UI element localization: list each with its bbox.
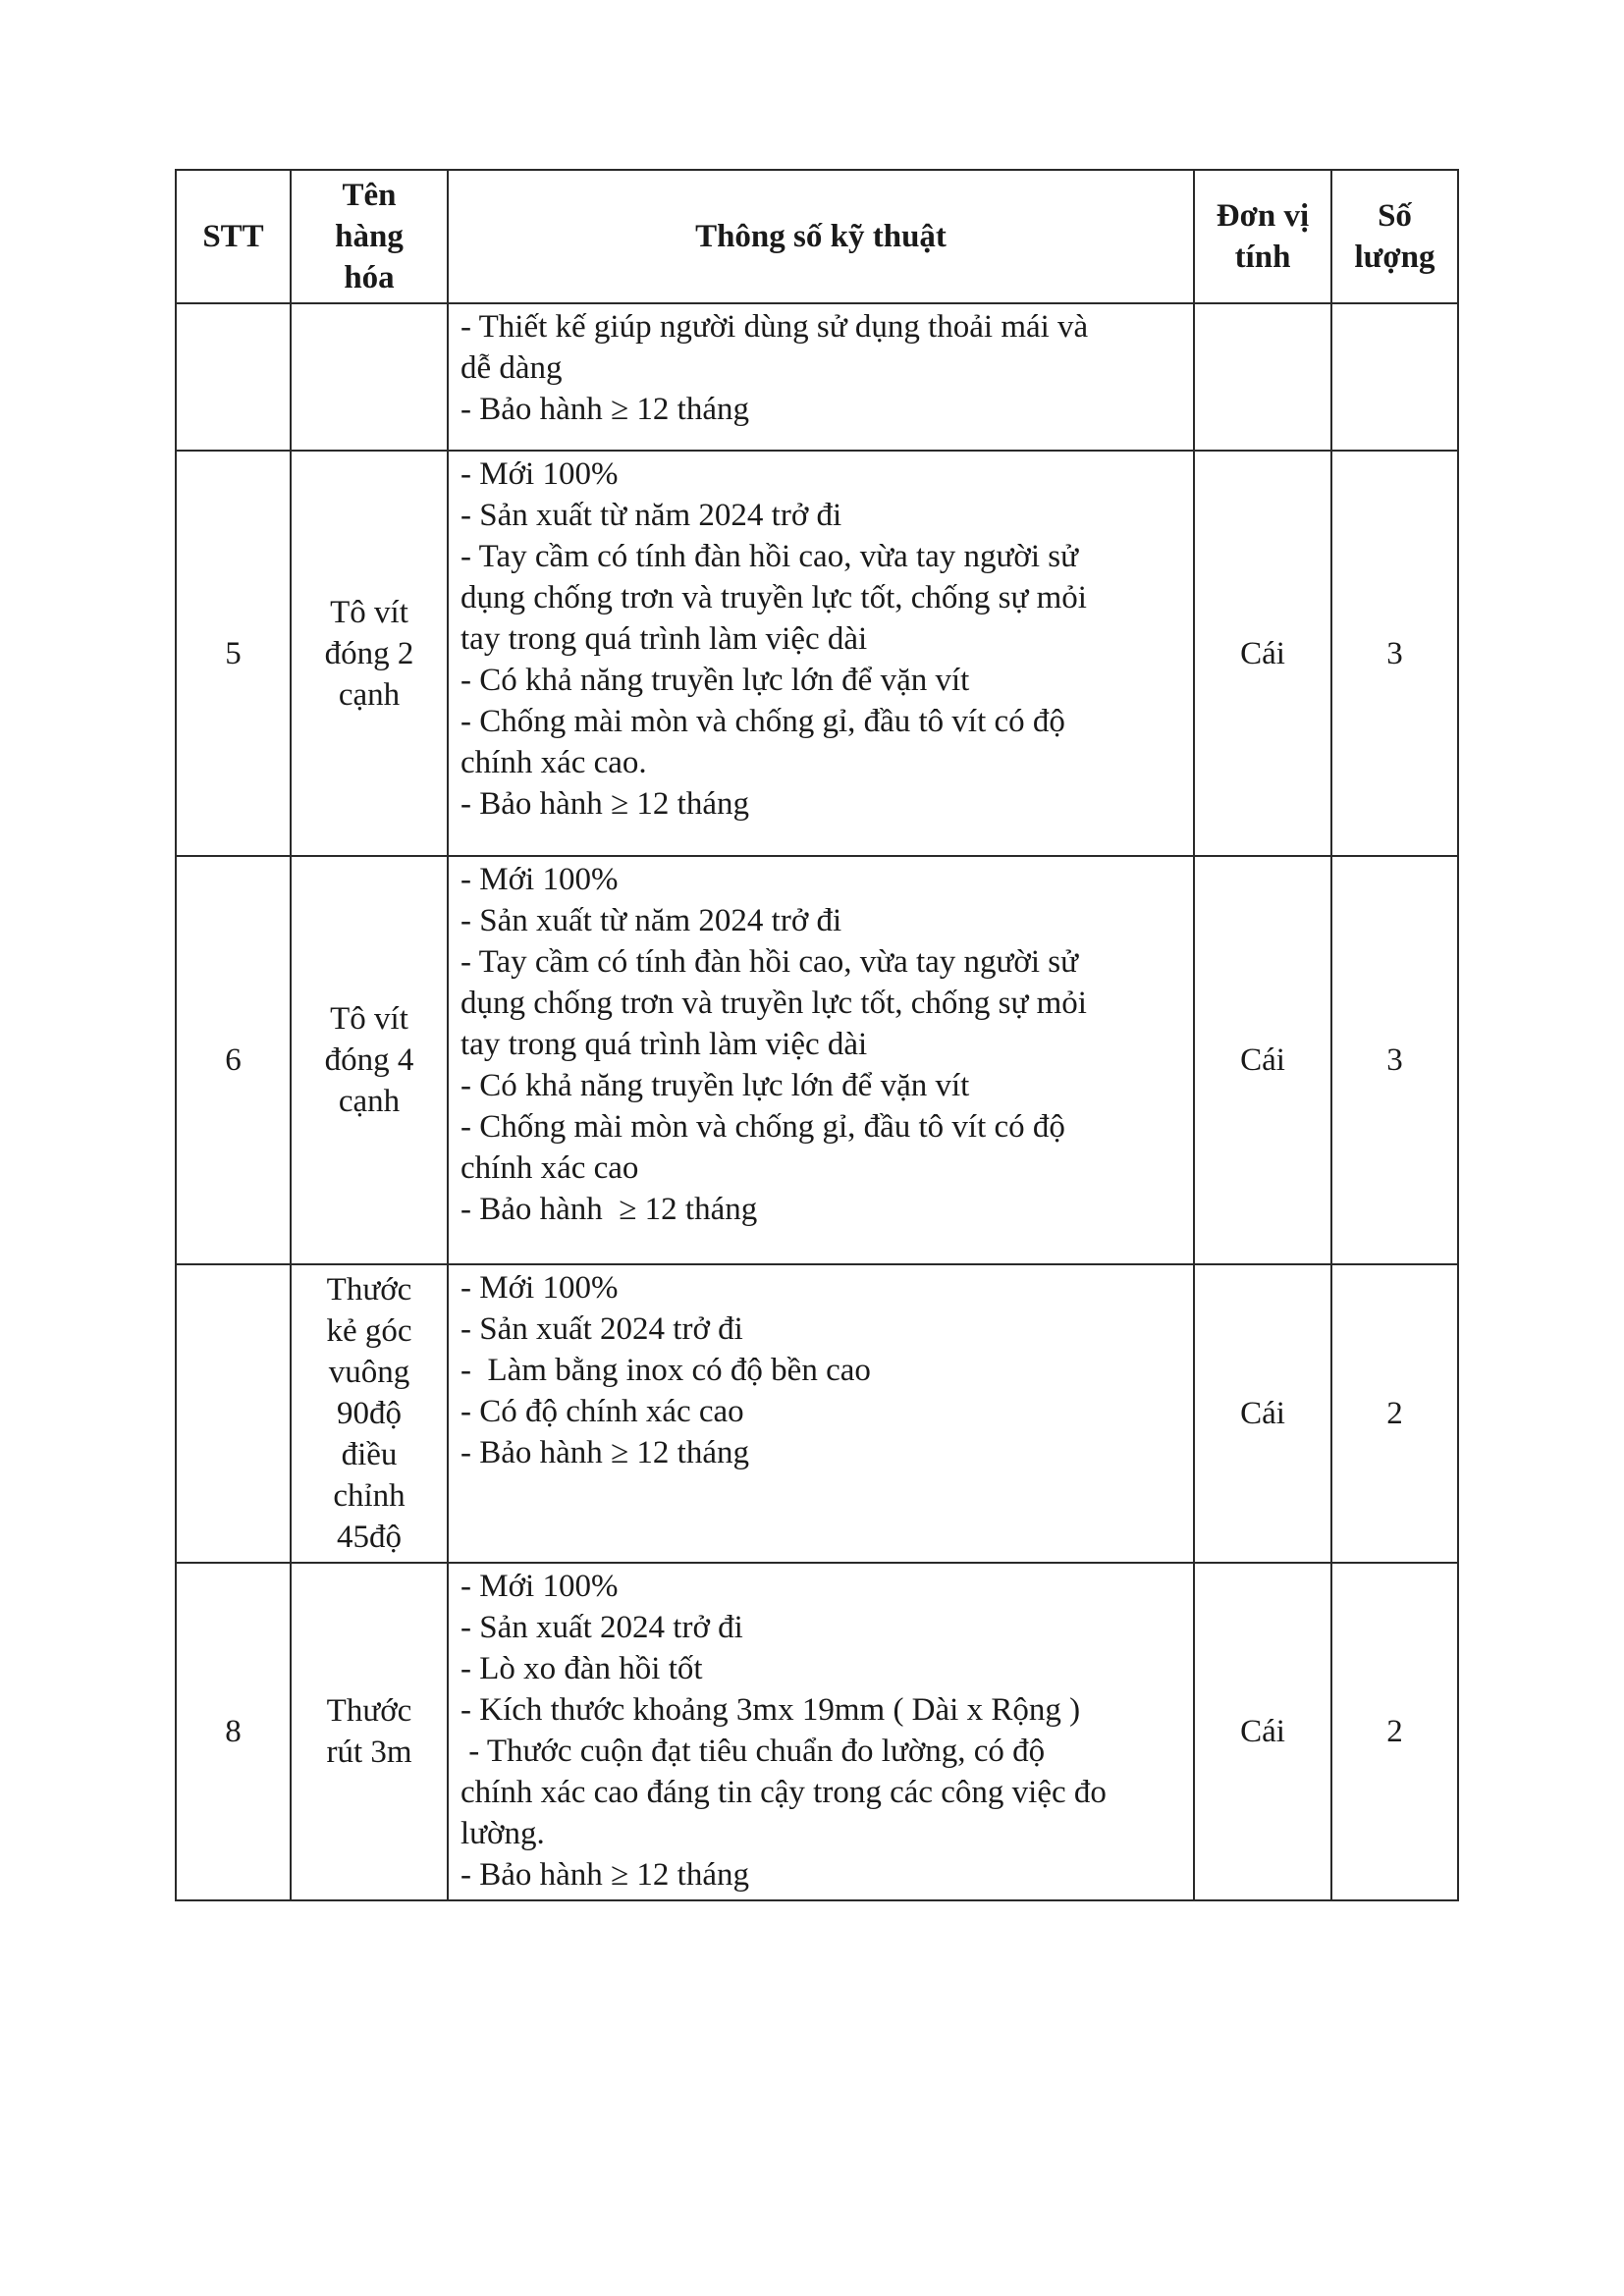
- item-name-line: Thước: [326, 1693, 412, 1729]
- spec-line: - Mới 100%: [460, 456, 619, 492]
- item-name-line: đóng 4: [324, 1042, 414, 1078]
- quantity-cell: [1331, 303, 1458, 451]
- spec-line: - Chống mài mòn và chống gỉ, đầu tô vít có độ: [460, 704, 1065, 739]
- header-row: [176, 170, 1458, 303]
- item-name-line: cạnh: [338, 1084, 401, 1119]
- spec-line: dụng chống trơn và truyền lực tốt, chống sự mỏi: [460, 580, 1087, 615]
- spec-line: - Bảo hành ≥ 12 tháng: [460, 1435, 749, 1470]
- item-name-cell: [291, 856, 448, 1264]
- spec-line: - Thiết kế giúp người dùng sử dụng thoải mái và: [460, 309, 1089, 345]
- spec-line: - Mới 100%: [460, 1569, 619, 1604]
- unit-cell: Cái: [1194, 1563, 1331, 1900]
- specification-table: [175, 169, 1459, 1901]
- unit-cell: [1194, 303, 1331, 451]
- unit-cell: Cái: [1194, 856, 1331, 1264]
- spec-line: - Chống mài mòn và chống gỉ, đầu tô vít có độ: [460, 1109, 1065, 1145]
- spec-line: chính xác cao: [460, 1150, 639, 1186]
- item-name-cell: [291, 451, 448, 856]
- spec-line: chính xác cao đáng tin cậy trong các công việc đo: [460, 1775, 1107, 1810]
- unit-cell: Cái: [1194, 1264, 1331, 1563]
- spec-line: dễ dàng: [460, 350, 563, 386]
- header-qty: Số lượng: [1331, 170, 1458, 303]
- spec-line: - Tay cầm có tính đàn hồi cao, vừa tay người sử: [460, 539, 1079, 574]
- header-stt: STT: [176, 170, 291, 303]
- item-name-line: Tô vít: [330, 594, 408, 630]
- quantity-cell: 3: [1331, 856, 1458, 1264]
- spec-line: - Bảo hành ≥ 12 tháng: [460, 1857, 749, 1893]
- spec-cell: [448, 1264, 1194, 1563]
- spec-line: - Sản xuất từ năm 2024 trở đi: [460, 498, 842, 533]
- table-body: [176, 303, 1458, 1900]
- header-unit: Đơn vị tính: [1194, 170, 1331, 303]
- item-name-cell: [291, 303, 448, 451]
- unit-cell: Cái: [1194, 451, 1331, 856]
- header-name: Tên hàng hóa: [291, 170, 448, 303]
- item-name-line: điều: [341, 1437, 398, 1472]
- header-spec: Thông số kỹ thuật: [448, 170, 1194, 303]
- item-name-line: vuông: [328, 1355, 410, 1390]
- spec-cell: [448, 303, 1194, 451]
- item-name-cell: [291, 1264, 448, 1563]
- spec-line: - Mới 100%: [460, 1270, 619, 1306]
- spec-line: tay trong quá trình làm việc dài: [460, 621, 868, 657]
- spec-line: - Thước cuộn đạt tiêu chuẩn đo lường, có độ: [460, 1734, 1046, 1769]
- table-row: [176, 451, 1458, 856]
- stt-cell: [176, 303, 291, 451]
- spec-line: - Bảo hành ≥ 12 tháng: [460, 786, 749, 822]
- spec-line: - Có độ chính xác cao: [460, 1394, 744, 1429]
- item-name-line: Tô vít: [330, 1001, 408, 1037]
- spec-line: - Sản xuất 2024 trở đi: [460, 1311, 743, 1347]
- spec-line: - Bảo hành ≥ 12 tháng: [460, 392, 749, 427]
- item-name-cell: [291, 1563, 448, 1900]
- quantity-cell: 3: [1331, 451, 1458, 856]
- spec-line: - Có khả năng truyền lực lớn để vặn vít: [460, 663, 970, 698]
- spec-cell: [448, 451, 1194, 856]
- table-row: [176, 1264, 1458, 1563]
- item-name-line: cạnh: [338, 676, 401, 713]
- spec-line: tay trong quá trình làm việc dài: [460, 1027, 868, 1062]
- table-row: [176, 1563, 1458, 1900]
- spec-line: - Lò xo đàn hồi tốt: [460, 1651, 703, 1686]
- spec-line: - Mới 100%: [460, 862, 619, 897]
- stt-cell: [176, 1264, 291, 1563]
- spec-cell: [448, 1563, 1194, 1900]
- item-name-line: rút 3m: [326, 1735, 412, 1770]
- spec-line: lường.: [460, 1816, 545, 1851]
- stt-cell: 8: [176, 1563, 291, 1900]
- item-name-line: đóng 2: [324, 635, 414, 671]
- item-name-line: 45độ: [337, 1520, 402, 1555]
- item-name-line: chỉnh: [333, 1478, 406, 1514]
- quantity-cell: 2: [1331, 1264, 1458, 1563]
- spec-line: - Làm bằng inox có độ bền cao: [460, 1353, 871, 1388]
- spec-line: dụng chống trơn và truyền lực tốt, chống sự mỏi: [460, 986, 1087, 1021]
- spec-line: - Sản xuất từ năm 2024 trở đi: [460, 903, 842, 938]
- spec-line: - Tay cầm có tính đàn hồi cao, vừa tay người sử: [460, 944, 1079, 980]
- spec-line: - Có khả năng truyền lực lớn để vặn vít: [460, 1068, 970, 1103]
- table-row: [176, 303, 1458, 451]
- item-name-line: 90độ: [337, 1396, 402, 1431]
- item-name-line: kẻ góc: [326, 1313, 412, 1349]
- spec-line: - Bảo hành ≥ 12 tháng: [460, 1192, 758, 1227]
- spec-line: chính xác cao.: [460, 745, 647, 780]
- spec-line: - Sản xuất 2024 trở đi: [460, 1610, 743, 1645]
- spec-cell: [448, 856, 1194, 1264]
- item-name-line: Thước: [326, 1272, 412, 1308]
- table-row: [176, 856, 1458, 1264]
- stt-cell: 6: [176, 856, 291, 1264]
- quantity-cell: 2: [1331, 1563, 1458, 1900]
- stt-cell: 5: [176, 451, 291, 856]
- spec-line: - Kích thước khoảng 3mx 19mm ( Dài x Rộng ): [460, 1692, 1081, 1728]
